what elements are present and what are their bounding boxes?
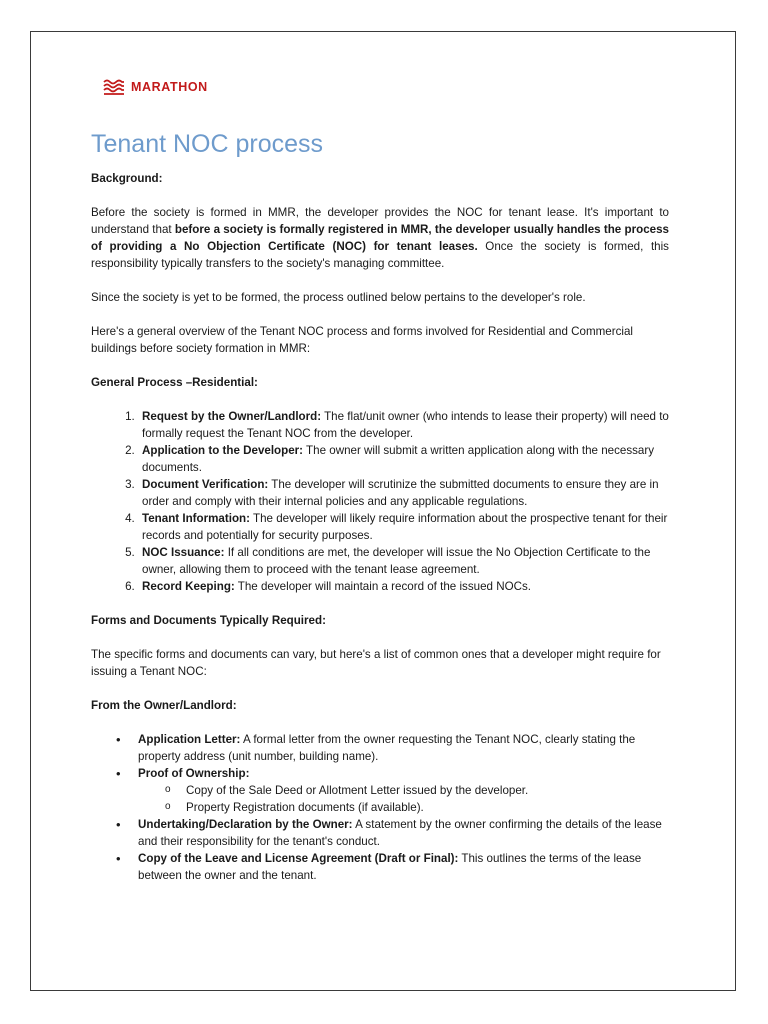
list-item (138, 476, 669, 510)
item-term: Application Letter: (138, 733, 241, 746)
background-paragraph (91, 204, 669, 272)
list-item (138, 578, 669, 595)
list-item (138, 408, 669, 442)
owner-heading: From the Owner/Landlord: (91, 699, 237, 712)
item-text: A statement by the owner confirming the details of the lease and their responsibility for the tenant's conduct. (138, 818, 662, 848)
step-term: Tenant Information: (142, 512, 250, 525)
paragraph-text: Before the society is formed in MMR, the developer provides the NOC for tenant lease. It's important to understand that (91, 206, 669, 236)
background-heading: Background: (91, 172, 163, 185)
step-term: Record Keeping: (142, 580, 235, 593)
step-text: The developer will likely require information about the prospective tenant for their records and potentially for security purposes. (142, 512, 668, 542)
step-text: The developer will maintain a record of the issued NOCs. (234, 580, 531, 593)
item-text: A formal letter from the owner requesting the Tenant NOC, clearly stating the property address (unit number, building name). (138, 733, 636, 763)
item-text: This outlines the terms of the lease between the owner and the tenant. (138, 852, 642, 882)
list-item (138, 850, 669, 884)
waves-logo-icon (103, 79, 125, 95)
step-term: Document Verification: (142, 478, 269, 491)
step-term: Application to the Developer: (142, 444, 304, 457)
document-content (91, 76, 669, 884)
company-logo (103, 76, 669, 98)
item-term: Undertaking/Declaration by the Owner: (138, 818, 353, 831)
list-item (138, 442, 669, 476)
paragraph-bold-text: before a society is formally registered in MMR, the developer usually handles the process of providing a No Objection Certificate (NOC) for tenant leases. (91, 223, 669, 253)
step-text: If all conditions are met, the developer will issue the No Objection Certificate to the owner, allowing them to proceed with the tenant lease agreement. (142, 546, 651, 576)
step-term: NOC Issuance: (142, 546, 225, 559)
sub-list-item: o Property Registration documents (if available). (186, 799, 669, 816)
item-term: Proof of Ownership: (138, 767, 250, 780)
paragraph-text: Once the society is formed, this responsibility typically transfers to the society's managing committee. (91, 240, 669, 270)
step-term: Request by the Owner/Landlord: (142, 410, 322, 423)
sub-list-item: o Copy of the Sale Deed or Allotment Letter issued by the developer. (186, 782, 669, 799)
list-item (138, 816, 669, 850)
step-text: The owner will submit a written application along with the necessary documents. (142, 444, 655, 474)
document-page (30, 31, 736, 991)
list-item (138, 731, 669, 765)
step-text: The flat/unit owner (who intends to lease their property) will need to formally request the Tenant NOC from the developer. (142, 410, 669, 440)
forms-intro-paragraph: The specific forms and documents can vary, but here's a list of common ones that a developer might require for issuing a Tenant NOC: (91, 648, 661, 678)
developer-role-paragraph: Since the society is yet to be formed, the process outlined below pertains to the developer's role. (91, 291, 586, 304)
list-item (138, 544, 669, 578)
process-heading: General Process –Residential: (91, 376, 258, 389)
process-steps-list (91, 408, 669, 595)
page-title: Tenant NOC process (91, 130, 324, 158)
owner-documents-list (91, 731, 669, 884)
list-item (138, 510, 669, 544)
logo-text: MARATHON (131, 79, 208, 94)
list-item (138, 765, 669, 816)
step-text: The developer will scrutinize the submitted documents to ensure they are in order and comply with their internal policies and any applicable regulations. (142, 478, 659, 508)
item-term: Copy of the Leave and License Agreement (Draft or Final): (138, 852, 459, 865)
forms-heading: Forms and Documents Typically Required: (91, 614, 326, 627)
overview-paragraph: Here's a general overview of the Tenant NOC process and forms involved for Residential and Commercial buildings before society formation in MMR: (91, 325, 634, 355)
ownership-proof-sublist (138, 782, 669, 816)
